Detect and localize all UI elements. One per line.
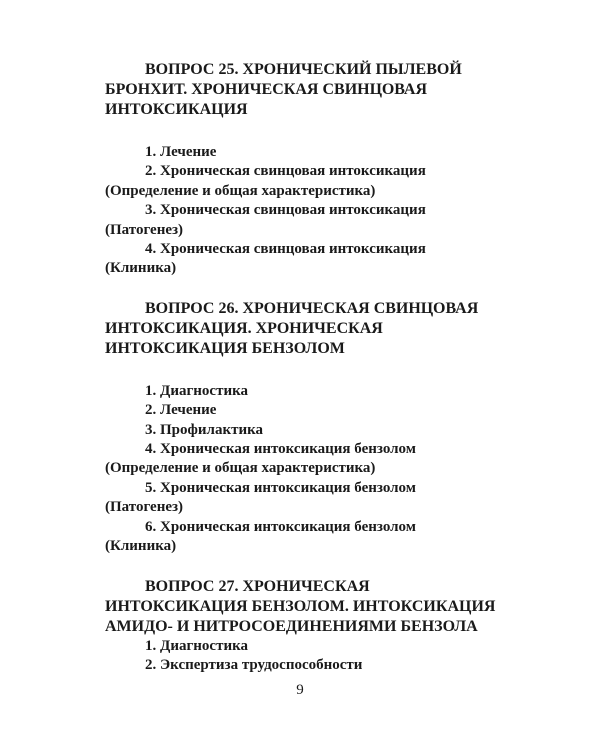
heading-line: АМИДО- И НИТРОСОЕДИНЕНИЯМИ БЕНЗОЛА — [105, 617, 478, 635]
list-item-text: 2. Экспертиза трудоспособности — [145, 656, 363, 673]
list-item-subtitle: (Патогенез) — [105, 221, 184, 238]
list-item-subtitle: (Патогенез) — [105, 499, 184, 516]
list-item-subtitle: (Клиника) — [105, 538, 177, 555]
question-25-section — [105, 60, 505, 279]
list-item — [105, 656, 505, 675]
list-item — [105, 201, 505, 240]
list-item — [105, 421, 505, 440]
list-item-text: 4. Хроническая интоксикация бензолом — [145, 441, 416, 458]
list-item — [105, 518, 505, 557]
list-item-text: 1. Диагностика — [145, 382, 249, 399]
question-26-section — [105, 299, 505, 557]
list-item — [105, 440, 505, 479]
heading-line: ИНТОКСИКАЦИЯ БЕНЗОЛОМ — [105, 339, 345, 357]
list-item-subtitle: (Клиника) — [105, 260, 177, 277]
list-item-subtitle: (Определение и общая характеристика) — [105, 182, 376, 199]
list-item — [105, 479, 505, 518]
question-25-heading — [105, 60, 505, 120]
list-item-text: 3. Хроническая свинцовая интоксикация — [145, 202, 426, 219]
list-item-text: 1. Диагностика — [145, 637, 249, 654]
list-item — [105, 162, 505, 201]
list-item-text: 2. Хроническая свинцовая интоксикация — [145, 163, 426, 180]
question-26-heading — [105, 299, 505, 359]
list-item-text: 3. Профилактика — [145, 421, 264, 438]
list-item — [105, 240, 505, 279]
heading-line: ВОПРОС 25. ХРОНИЧЕСКИЙ ПЫЛЕВОЙ — [145, 61, 462, 78]
page-number: 9 — [296, 682, 304, 698]
list-item — [105, 637, 505, 656]
list-item-text: 5. Хроническая интоксикация бензолом — [145, 479, 416, 496]
list-item-text: 2. Лечение — [145, 402, 217, 419]
list-item-text: 4. Хроническая свинцовая интоксикация — [145, 241, 426, 258]
question-26-items — [105, 382, 505, 557]
list-item — [105, 382, 505, 401]
list-item — [105, 401, 505, 420]
question-27-heading — [105, 577, 505, 637]
question-27-items — [105, 637, 505, 676]
heading-line: ИНТОКСИКАЦИЯ БЕНЗОЛОМ. ИНТОКСИКАЦИЯ — [105, 597, 496, 615]
list-item — [105, 143, 505, 162]
question-27-section — [105, 577, 505, 676]
heading-line: БРОНХИТ. ХРОНИЧЕСКАЯ СВИНЦОВАЯ — [105, 81, 428, 98]
question-25-items — [105, 143, 505, 279]
list-item-subtitle: (Определение и общая характеристика) — [105, 460, 376, 477]
page-content — [105, 60, 505, 675]
heading-line: ВОПРОС 27. ХРОНИЧЕСКАЯ — [145, 577, 370, 595]
heading-line: ИНТОКСИКАЦИЯ. ХРОНИЧЕСКАЯ — [105, 319, 383, 337]
list-item-text: 6. Хроническая интоксикация бензолом — [145, 518, 416, 535]
list-item-text: 1. Лечение — [145, 144, 217, 160]
heading-line: ВОПРОС 26. ХРОНИЧЕСКАЯ СВИНЦОВАЯ — [145, 299, 479, 317]
heading-line: ИНТОКСИКАЦИЯ — [105, 101, 248, 118]
